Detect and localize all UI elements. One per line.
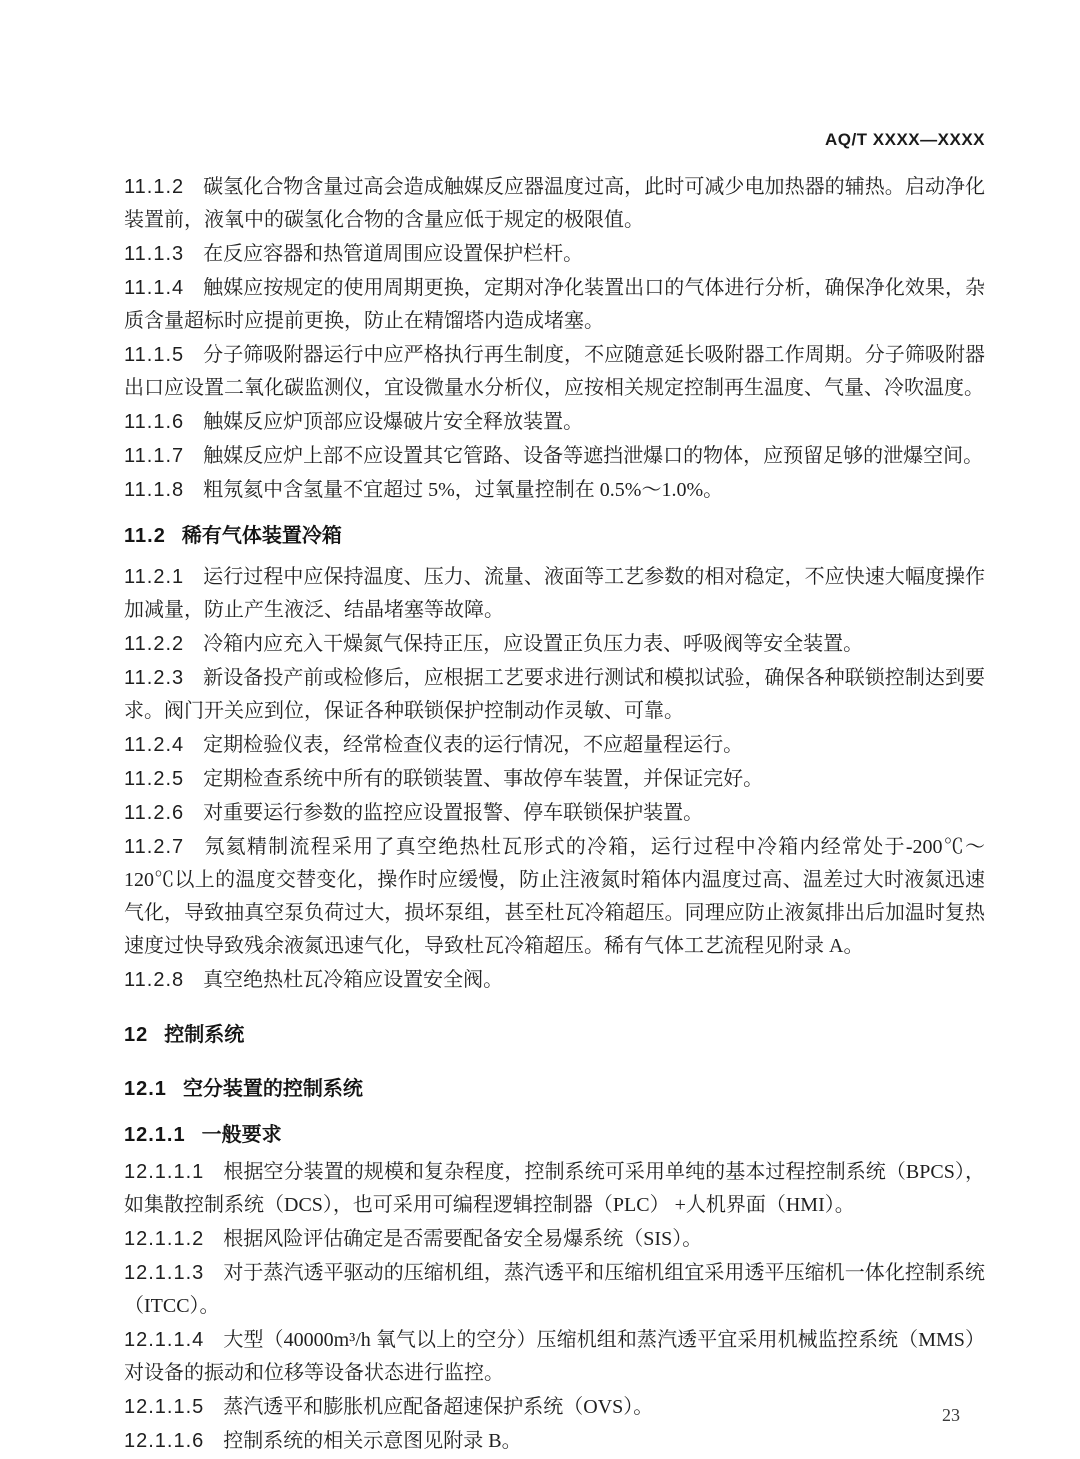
clause-number: 11.2.2	[124, 633, 185, 655]
clause-number: 11.1.8	[124, 479, 185, 501]
clause-number: 12.1.1.5	[124, 1396, 205, 1418]
clause-number: 11.2.5	[124, 768, 185, 790]
clause-number: 11.2.4	[124, 734, 185, 756]
clause-paragraph	[124, 729, 985, 762]
clause-number: 12.1.1.2	[124, 1228, 205, 1250]
standard-code-header: AQ/T XXXX—XXXX	[824, 130, 985, 149]
clause-paragraph	[124, 406, 985, 439]
section-heading	[124, 1019, 985, 1052]
clause-paragraph	[124, 662, 985, 728]
clause-text: 真空绝热杜瓦冷箱应设置安全阀。	[203, 969, 504, 991]
clause-paragraph	[124, 339, 985, 405]
clause-number: 11.2	[124, 525, 166, 547]
clause-paragraph	[124, 831, 985, 963]
clause-number: 11.2.1	[124, 566, 185, 588]
clause-text: 定期检查系统中所有的联锁装置、事故停车装置，并保证完好。	[203, 768, 764, 790]
clause-paragraph	[124, 1425, 985, 1458]
clause-number: 11.1.7	[124, 445, 185, 467]
clause-number: 11.2.3	[124, 667, 185, 689]
clause-text: 粗氖氦中含氢量不宜超过 5%，过氧量控制在 0.5%～1.0%。	[203, 479, 724, 501]
clause-number: 12.1	[124, 1078, 167, 1100]
clause-text: 蒸汽透平和膨胀机应配备超速保护系统（OVS）。	[223, 1396, 654, 1418]
clause-number: 12	[124, 1024, 149, 1046]
clause-paragraph	[124, 797, 985, 830]
clause-number: 12.1.1.1	[124, 1161, 205, 1183]
clause-number: 12.1.1.3	[124, 1262, 205, 1284]
section-heading	[124, 1073, 985, 1106]
clause-paragraph	[124, 171, 985, 237]
heading-text: 稀有气体装置冷箱	[181, 525, 342, 547]
clause-number: 11.1.4	[124, 277, 185, 299]
clause-paragraph	[124, 628, 985, 661]
clause-text: 分子筛吸附器运行中应严格执行再生制度，不应随意延长吸附器工作周期。分子筛吸附器出口应设置二氧化碳监测仪，宜设微量水分析仪，应按相关规定控制再生温度、气量、冷吹温度。	[124, 344, 985, 399]
clause-text: 运行过程中应保持温度、压力、流量、液面等工艺参数的相对稳定，不应快速大幅度操作加减量，防止产生液泛、结晶堵塞等故障。	[124, 566, 985, 621]
clause-paragraph	[124, 1391, 985, 1424]
heading-text: 一般要求	[201, 1124, 282, 1146]
clause-paragraph	[124, 1156, 985, 1222]
clause-text: 根据风险评估确定是否需要配备安全易爆系统（SIS）。	[223, 1228, 703, 1250]
clause-text: 控制系统的相关示意图见附录 B。	[223, 1430, 522, 1452]
clause-paragraph	[124, 1324, 985, 1390]
clause-paragraph	[124, 561, 985, 627]
clause-text: 对重要运行参数的监控应设置报警、停车联锁保护装置。	[203, 802, 704, 824]
clause-text: 根据空分装置的规模和复杂程度，控制系统可采用单纯的基本过程控制系统（BPCS），如集散控制系统（DCS），也可采用可编程逻辑控制器（PLC） +人机界面（HMI）。	[124, 1161, 985, 1216]
clause-text: 新设备投产前或检修后，应根据工艺要求进行测试和模拟试验，确保各种联锁控制达到要求。阀门开关应到位，保证各种联锁保护控制动作灵敏、可靠。	[124, 667, 985, 722]
clause-number: 11.1.2	[124, 176, 185, 198]
clause-paragraph	[124, 272, 985, 338]
clause-number: 12.1.1.4	[124, 1329, 205, 1351]
section-heading	[124, 1119, 985, 1152]
clause-paragraph	[124, 1223, 985, 1256]
clause-number: 11.1.5	[124, 344, 185, 366]
clause-paragraph	[124, 440, 985, 473]
clause-text: 对于蒸汽透平驱动的压缩机组，蒸汽透平和压缩机组宜采用透平压缩机一体化控制系统（ITCC）。	[124, 1262, 985, 1317]
clause-paragraph	[124, 964, 985, 997]
clause-text: 碳氢化合物含量过高会造成触媒反应器温度过高，此时可减少电加热器的辅热。启动净化装置前，液氧中的碳氢化合物的含量应低于规定的极限值。	[124, 176, 985, 231]
clause-paragraph	[124, 1257, 985, 1323]
clause-number: 12.1.1	[124, 1124, 186, 1146]
clause-paragraph	[124, 763, 985, 796]
clause-text: 定期检验仪表，经常检查仪表的运行情况，不应超量程运行。	[203, 734, 744, 756]
clause-number: 11.2.8	[124, 969, 185, 991]
document-body	[124, 170, 985, 1459]
clause-number: 11.1.3	[124, 243, 185, 265]
clause-text: 冷箱内应充入干燥氮气保持正压，应设置正负压力表、呼吸阀等安全装置。	[203, 633, 864, 655]
clause-text: 触媒反应炉上部不应设置其它管路、设备等遮挡泄爆口的物体，应预留足够的泄爆空间。	[203, 445, 984, 467]
heading-text: 控制系统	[164, 1024, 245, 1046]
clause-text: 氖氦精制流程采用了真空绝热杜瓦形式的冷箱，运行过程中冷箱内经常处于-200℃～120℃以上的温度交替变化，操作时应缓慢，防止注液氮时箱体内温度过高、温差过大时液氮迅速气化，导致抽真空泵负荷过大，损坏泵组，甚至杜瓦冷箱超压。同理应防止液氮排出后加温时复热速度过快导致残余液氮迅速气化，导致杜瓦冷箱超压。稀有气体工艺流程见附录 A。	[124, 836, 985, 957]
clause-number: 11.2.6	[124, 802, 185, 824]
page-number: 23	[942, 1405, 960, 1425]
clause-text: 触媒反应炉顶部应设爆破片安全释放装置。	[203, 411, 584, 433]
section-heading	[124, 520, 985, 553]
clause-number: 11.1.6	[124, 411, 185, 433]
heading-text: 空分装置的控制系统	[182, 1078, 363, 1100]
clause-paragraph	[124, 474, 985, 507]
clause-paragraph	[124, 238, 985, 271]
clause-number: 12.1.1.6	[124, 1430, 205, 1452]
clause-text: 触媒应按规定的使用周期更换，定期对净化装置出口的气体进行分析，确保净化效果，杂质含量超标时应提前更换，防止在精馏塔内造成堵塞。	[124, 277, 985, 332]
clause-text: 在反应容器和热管道周围应设置保护栏杆。	[203, 243, 584, 265]
clause-number: 11.2.7	[124, 836, 185, 858]
clause-text: 大型（40000m³/h 氧气以上的空分）压缩机组和蒸汽透平宜采用机械监控系统（MMS）对设备的振动和位移等设备状态进行监控。	[124, 1329, 985, 1384]
